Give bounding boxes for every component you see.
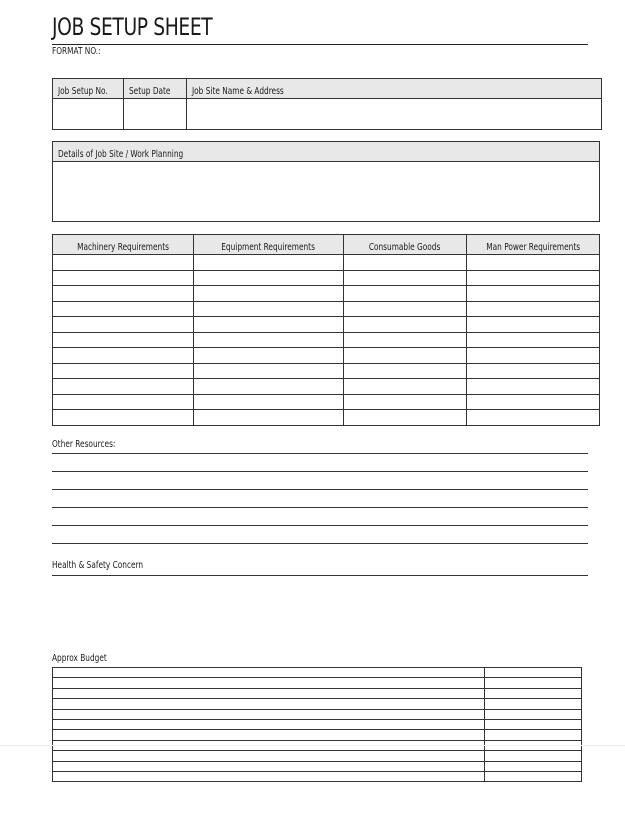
requirements-cell[interactable] [467,363,600,379]
other-resources-line[interactable] [52,453,588,454]
requirements-cell[interactable] [467,379,600,395]
requirements-cell[interactable] [467,317,600,333]
budget-row [53,699,582,709]
setup-table-header-row [53,79,602,99]
job-setup-table [52,78,602,130]
budget-amount-cell[interactable] [485,699,582,709]
requirements-cell[interactable] [194,363,344,379]
requirements-cell[interactable] [467,255,600,271]
requirements-cell[interactable] [53,317,194,333]
budget-row [53,678,582,688]
page-title: JOB SETUP SHEET [52,13,213,41]
requirements-row [53,317,600,333]
budget-row [53,688,582,698]
requirements-cell[interactable] [194,394,344,410]
budget-item-cell[interactable] [53,719,485,729]
requirements-cell[interactable] [344,379,467,395]
details-header [53,142,600,162]
budget-amount-cell[interactable] [485,730,582,740]
requirements-cell[interactable] [53,301,194,317]
budget-amount-cell[interactable] [485,751,582,761]
budget-amount-cell[interactable] [485,678,582,688]
requirements-cell[interactable] [53,270,194,286]
machinery-header [53,235,194,255]
requirements-cell[interactable] [194,286,344,302]
setup-table-entry-row [53,99,602,130]
requirements-cell[interactable] [194,270,344,286]
budget-amount-cell[interactable] [485,709,582,719]
requirements-cell[interactable] [467,286,600,302]
requirements-cell[interactable] [344,410,467,426]
consumable-header [344,235,467,255]
requirements-cell[interactable] [194,317,344,333]
requirements-row [53,363,600,379]
budget-item-cell[interactable] [53,709,485,719]
budget-item-cell[interactable] [53,771,485,781]
requirements-cell[interactable] [344,394,467,410]
requirements-cell[interactable] [53,410,194,426]
requirements-cell[interactable] [194,410,344,426]
budget-amount-cell[interactable] [485,719,582,729]
requirements-cell[interactable] [53,332,194,348]
setup-date-label: Setup Date [129,86,171,97]
other-resources-line[interactable] [52,543,588,544]
requirements-cell[interactable] [53,394,194,410]
other-resources-line[interactable] [52,471,588,472]
format-number-label: FORMAT NO.: [52,46,101,57]
budget-item-cell[interactable] [53,751,485,761]
budget-amount-cell[interactable] [485,761,582,771]
requirements-cell[interactable] [53,255,194,271]
budget-item-cell[interactable] [53,761,485,771]
requirements-cell[interactable] [467,348,600,364]
requirements-cell[interactable] [467,410,600,426]
requirements-cell[interactable] [194,379,344,395]
requirements-table [52,234,600,426]
consumable-label: Consumable Goods [369,242,441,253]
manpower-label: Man Power Requirements [486,242,580,253]
requirements-row [53,286,600,302]
job-setup-no-header [53,79,124,99]
job-site-details-table [52,141,600,222]
budget-row [53,730,582,740]
budget-item-cell[interactable] [53,688,485,698]
other-resources-label: Other Resources: [52,439,116,450]
machinery-label: Machinery Requirements [77,242,169,253]
requirements-row [53,255,600,271]
job-site-name-cell[interactable] [187,99,602,130]
requirements-row [53,348,600,364]
details-header-row [53,142,600,162]
other-resources-line[interactable] [52,507,588,508]
details-heading-label: Details of Job Site / Work Planning [58,149,184,160]
requirements-cell[interactable] [344,348,467,364]
other-resources-line[interactable] [52,489,588,490]
budget-amount-cell[interactable] [485,771,582,781]
other-resources-line[interactable] [52,525,588,526]
health-safety-underline [52,575,588,576]
job-setup-no-label: Job Setup No. [58,86,108,97]
requirements-row [53,270,600,286]
manpower-header [467,235,600,255]
budget-body [53,668,582,782]
budget-item-cell[interactable] [53,668,485,678]
requirements-cell[interactable] [344,255,467,271]
requirements-cell[interactable] [344,317,467,333]
details-entry-cell[interactable] [53,162,600,222]
job-site-name-label: Job Site Name & Address [192,86,284,97]
budget-table [52,667,582,782]
requirements-row [53,301,600,317]
requirements-row [53,410,600,426]
requirements-cell[interactable] [194,332,344,348]
title-underline [52,44,588,45]
requirements-body [53,255,600,426]
budget-item-cell[interactable] [53,678,485,688]
budget-row [53,771,582,781]
budget-item-cell[interactable] [53,730,485,740]
details-entry-row [53,162,600,222]
requirements-row [53,394,600,410]
requirements-cell[interactable] [344,363,467,379]
page-divider [0,745,625,746]
setup-date-cell[interactable] [124,99,187,130]
requirements-cell[interactable] [53,379,194,395]
budget-amount-cell[interactable] [485,688,582,698]
health-safety-label: Health & Safety Concern [52,560,144,571]
requirements-header-row [53,235,600,255]
requirements-cell[interactable] [194,301,344,317]
requirements-row [53,332,600,348]
requirements-cell[interactable] [53,286,194,302]
budget-row [53,761,582,771]
requirements-cell[interactable] [53,363,194,379]
requirements-cell[interactable] [467,301,600,317]
equipment-label: Equipment Requirements [221,242,316,253]
requirements-cell[interactable] [467,394,600,410]
requirements-cell[interactable] [194,255,344,271]
budget-item-cell[interactable] [53,699,485,709]
budget-row [53,668,582,678]
job-setup-no-cell[interactable] [53,99,124,130]
budget-row [53,719,582,729]
budget-amount-cell[interactable] [485,668,582,678]
requirements-cell[interactable] [467,332,600,348]
setup-date-header [124,79,187,99]
budget-row [53,751,582,761]
requirements-cell[interactable] [53,348,194,364]
approx-budget-label: Approx Budget [52,653,107,664]
requirements-cell[interactable] [194,348,344,364]
budget-row [53,709,582,719]
requirements-cell[interactable] [344,332,467,348]
requirements-cell[interactable] [344,270,467,286]
requirements-cell[interactable] [344,301,467,317]
equipment-header [194,235,344,255]
requirements-row [53,379,600,395]
job-site-name-header [187,79,602,99]
requirements-cell[interactable] [344,286,467,302]
requirements-cell[interactable] [467,270,600,286]
